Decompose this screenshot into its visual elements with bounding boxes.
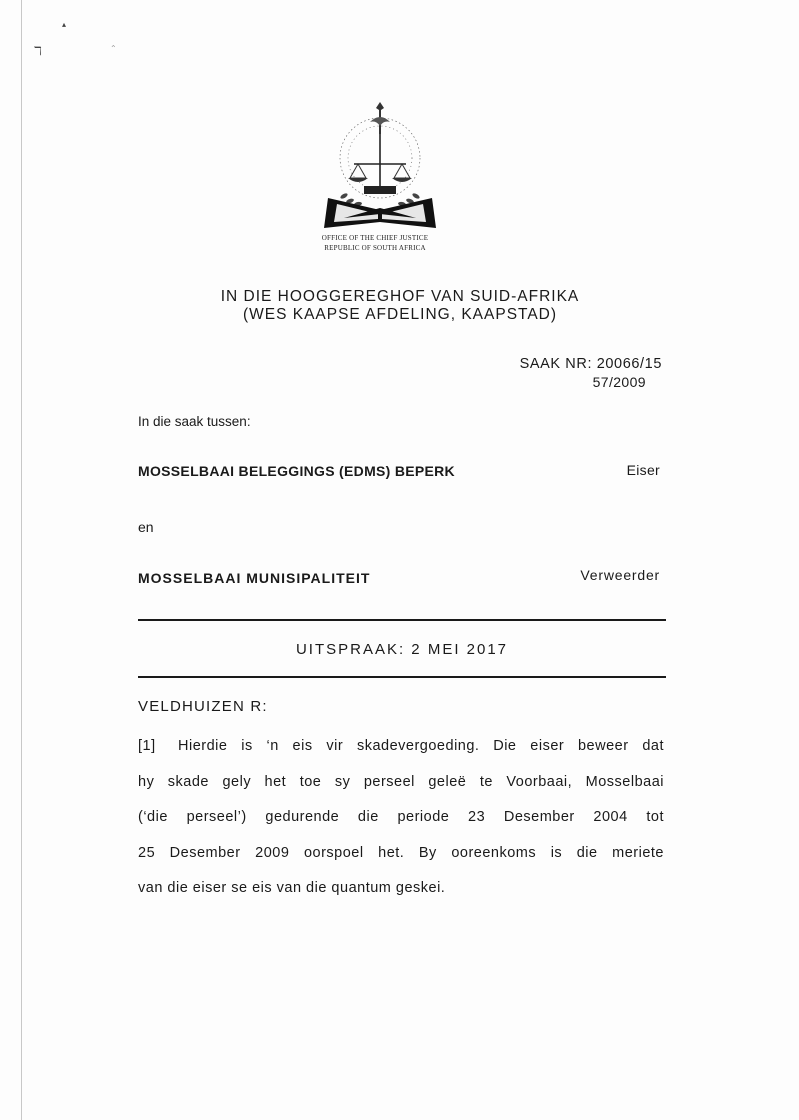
court-name: IN DIE HOOGGEREGHOF VAN SUID-AFRIKA <box>220 288 580 305</box>
paragraph-line: [1] Hierdie is ‘n eis vir skadevergoeding. Die eiser beweer dat <box>138 729 664 765</box>
paragraph-number: [1] <box>138 738 156 754</box>
defendant-role: Verweerder <box>580 567 660 583</box>
scan-artifact: ⌃ <box>110 44 117 53</box>
paragraph-line: van die eiser se eis van die quantum geskei. <box>138 880 446 896</box>
scan-artifact: ▴ <box>62 20 67 29</box>
defendant-name: MOSSELBAAI MUNISIPALITEIT <box>138 570 371 586</box>
seal-caption-republic: REPUBLIC OF SOUTH AFRICA <box>324 244 426 252</box>
paragraph-1 <box>138 729 664 907</box>
scan-edge-line <box>21 0 22 1120</box>
plaintiff-name: MOSSELBAAI BELEGGINGS (EDMS) BEPERK <box>138 463 455 479</box>
judge-name: VELDHUIZEN R: <box>138 698 268 715</box>
court-division: (WES KAAPSE AFDELING, KAAPSTAD) <box>242 306 558 323</box>
divider-top <box>138 619 666 621</box>
paragraph-line: hy skade gely het toe sy perseel geleë te Voorbaai, Mosselbaai <box>138 773 664 790</box>
case-number-secondary: 57/2009 <box>592 374 646 390</box>
parties-intro: In die saak tussen: <box>138 414 251 429</box>
paragraph-line: (‘die perseel’) gedurende die periode 23 Desember 2004 tot <box>138 809 664 825</box>
judgment-heading: UITSPRAAK: 2 MEI 2017 <box>295 641 509 658</box>
parties-conjunction: en <box>138 519 154 535</box>
divider-bottom <box>138 676 666 678</box>
paragraph-line: 25 Desember 2009 oorspoel het. By ooreenkoms is die meriete <box>138 844 664 861</box>
case-number: SAAK NR: 20066/15 <box>519 356 662 372</box>
scan-artifact: ℸ <box>34 44 42 58</box>
coat-of-arms-icon <box>314 100 446 235</box>
seal-caption-office: OFFICE OF THE CHIEF JUSTICE <box>321 234 429 242</box>
plaintiff-role: Eiser <box>626 462 660 478</box>
